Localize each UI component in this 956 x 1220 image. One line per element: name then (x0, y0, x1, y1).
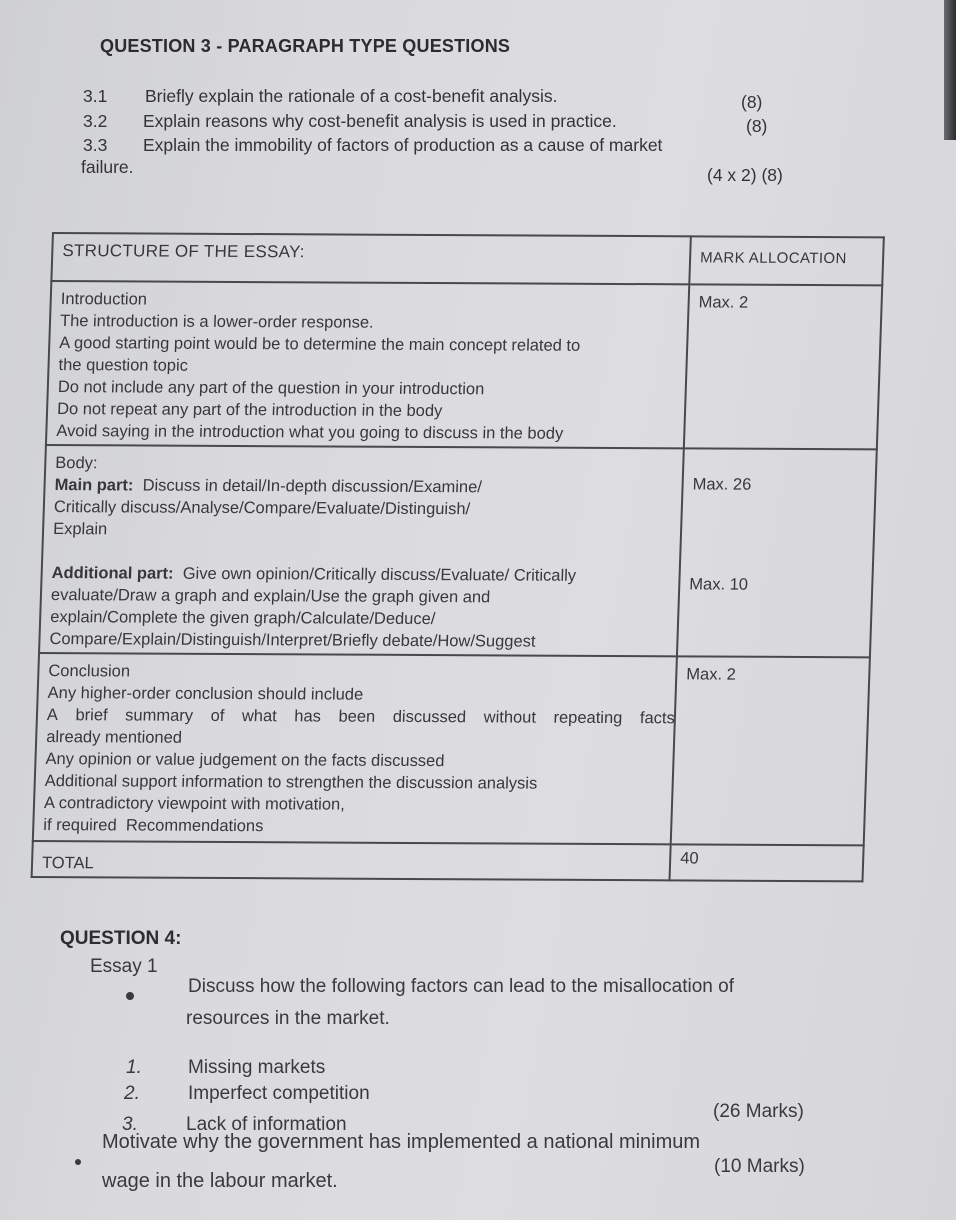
question-number: 3.1 (83, 86, 108, 106)
bullet-1-line-2: resources in the market. (186, 1008, 390, 1029)
essay-label: Essay 1 (90, 956, 158, 977)
intro-line: Avoid saying in the introduction what you going to discuss in the body (56, 422, 564, 443)
table-row-body (39, 445, 877, 657)
table-row-introduction (46, 281, 882, 449)
question-3-3 (83, 135, 662, 156)
bullet-2-line-1: Motivate why the government has implemented a national minimum (102, 1131, 701, 1153)
body-title: Body: (55, 454, 98, 473)
factor-number: 3. (122, 1114, 138, 1135)
factor-text: Lack of information (186, 1114, 347, 1135)
body-cell (39, 445, 684, 656)
structure-header: STRUCTURE OF THE ESSAY: (51, 233, 690, 284)
bullet-icon (126, 992, 134, 1000)
question-4-title: QUESTION 4: (60, 928, 182, 949)
conclusion-line: if required Recommendations (43, 816, 264, 836)
additional-part-line: explain/Complete the given graph/Calculate/Deduce/ (49, 608, 436, 629)
introduction-cell (46, 281, 689, 448)
table-header-row (51, 233, 883, 285)
additional-part-mark: Max. 10 (689, 575, 749, 594)
question-3-2 (83, 111, 617, 132)
introduction-mark (684, 284, 882, 449)
bullet-2-marks: (10 Marks) (714, 1156, 805, 1177)
conclusion-mark (671, 656, 870, 845)
additional-part-line: Compare/Explain/Distinguish/Interpret/Briefly debate/How/Suggest (49, 630, 536, 651)
main-part-mark: Max. 26 (692, 475, 752, 494)
conclusion-title: Conclusion (48, 662, 131, 681)
factor-text: Imperfect competition (188, 1083, 370, 1104)
table-row-conclusion (33, 653, 870, 845)
main-part-label: Main part: (54, 476, 134, 495)
conclusion-cell (33, 653, 677, 844)
bullet-icon (75, 1159, 81, 1165)
question-number: 3.2 (83, 111, 108, 131)
additional-part-line: Additional part: Give own opinion/Critically discuss/Evaluate/ Critically (51, 564, 577, 585)
bullet-1-marks: (26 Marks) (713, 1101, 804, 1122)
question-text: Explain reasons why cost-benefit analysis is used in practice. (143, 111, 617, 131)
factor-text: Missing markets (188, 1057, 326, 1078)
additional-part-line: evaluate/Draw a graph and explain/Use the graph given and (50, 586, 491, 607)
mark-allocation-header: MARK ALLOCATION (689, 236, 884, 285)
factor-number: 1. (126, 1057, 142, 1078)
essay-structure-table (31, 232, 883, 872)
intro-line: the question topic (58, 356, 189, 375)
conclusion-line: A contradictory viewpoint with motivation, (43, 794, 346, 814)
main-part-line: Explain (52, 520, 108, 539)
conclusion-line: Any higher-order conclusion should include (47, 684, 364, 704)
conclusion-line: Any opinion or value judgement on the facts discussed (45, 750, 445, 771)
intro-line: Do not include any part of the question in your introduction (57, 378, 485, 399)
factor-item-2 (124, 1083, 370, 1105)
main-part-line: Main part: Discuss in detail/In-depth discussion/Examine/ (54, 476, 483, 497)
question-text: Explain the immobility of factors of production as a cause of market (143, 135, 663, 155)
total-value: 40 (670, 844, 864, 881)
question-3-3-continuation: failure. (81, 157, 134, 177)
factor-item-1 (126, 1057, 325, 1079)
main-part-line: Critically discuss/Analyse/Compare/Evaluate/Distinguish/ (53, 498, 471, 519)
table-row-total (32, 841, 864, 881)
conclusion-line: Additional support information to strengthen the discussion analysis (44, 772, 538, 793)
question-3-1 (83, 86, 557, 107)
question-3-title: QUESTION 3 - PARAGRAPH TYPE QUESTIONS (100, 36, 511, 56)
question-number: 3.3 (83, 135, 108, 155)
conclusion-line: A brief summary of what has been discussed without repeating facts (46, 706, 676, 728)
bullet-2-line-2: wage in the labour market. (102, 1170, 338, 1192)
additional-part-label: Additional part: (51, 564, 174, 583)
introduction-title: Introduction (60, 290, 148, 309)
mark-value: Max. 2 (686, 665, 737, 684)
question-3-2-marks: (8) (746, 116, 768, 136)
question-3-3-marks: (4 x 2) (8) (707, 165, 783, 185)
intro-line: Do not repeat any part of the introduction in the body (56, 400, 443, 421)
photo-edge-shadow (944, 0, 956, 140)
intro-line: A good starting point would be to determine the main concept related to (59, 334, 581, 355)
total-label: TOTAL (32, 841, 671, 880)
question-text: Briefly explain the rationale of a cost-benefit analysis. (145, 86, 558, 106)
question-3-1-marks: (8) (741, 92, 763, 112)
body-marks (677, 448, 877, 657)
factor-number: 2. (124, 1083, 140, 1104)
bullet-1-line-1: Discuss how the following factors can lead to the misallocation of (188, 976, 734, 997)
conclusion-line: already mentioned (45, 728, 183, 747)
mark-value: Max. 2 (698, 293, 749, 312)
intro-line: The introduction is a lower-order response. (59, 312, 374, 332)
